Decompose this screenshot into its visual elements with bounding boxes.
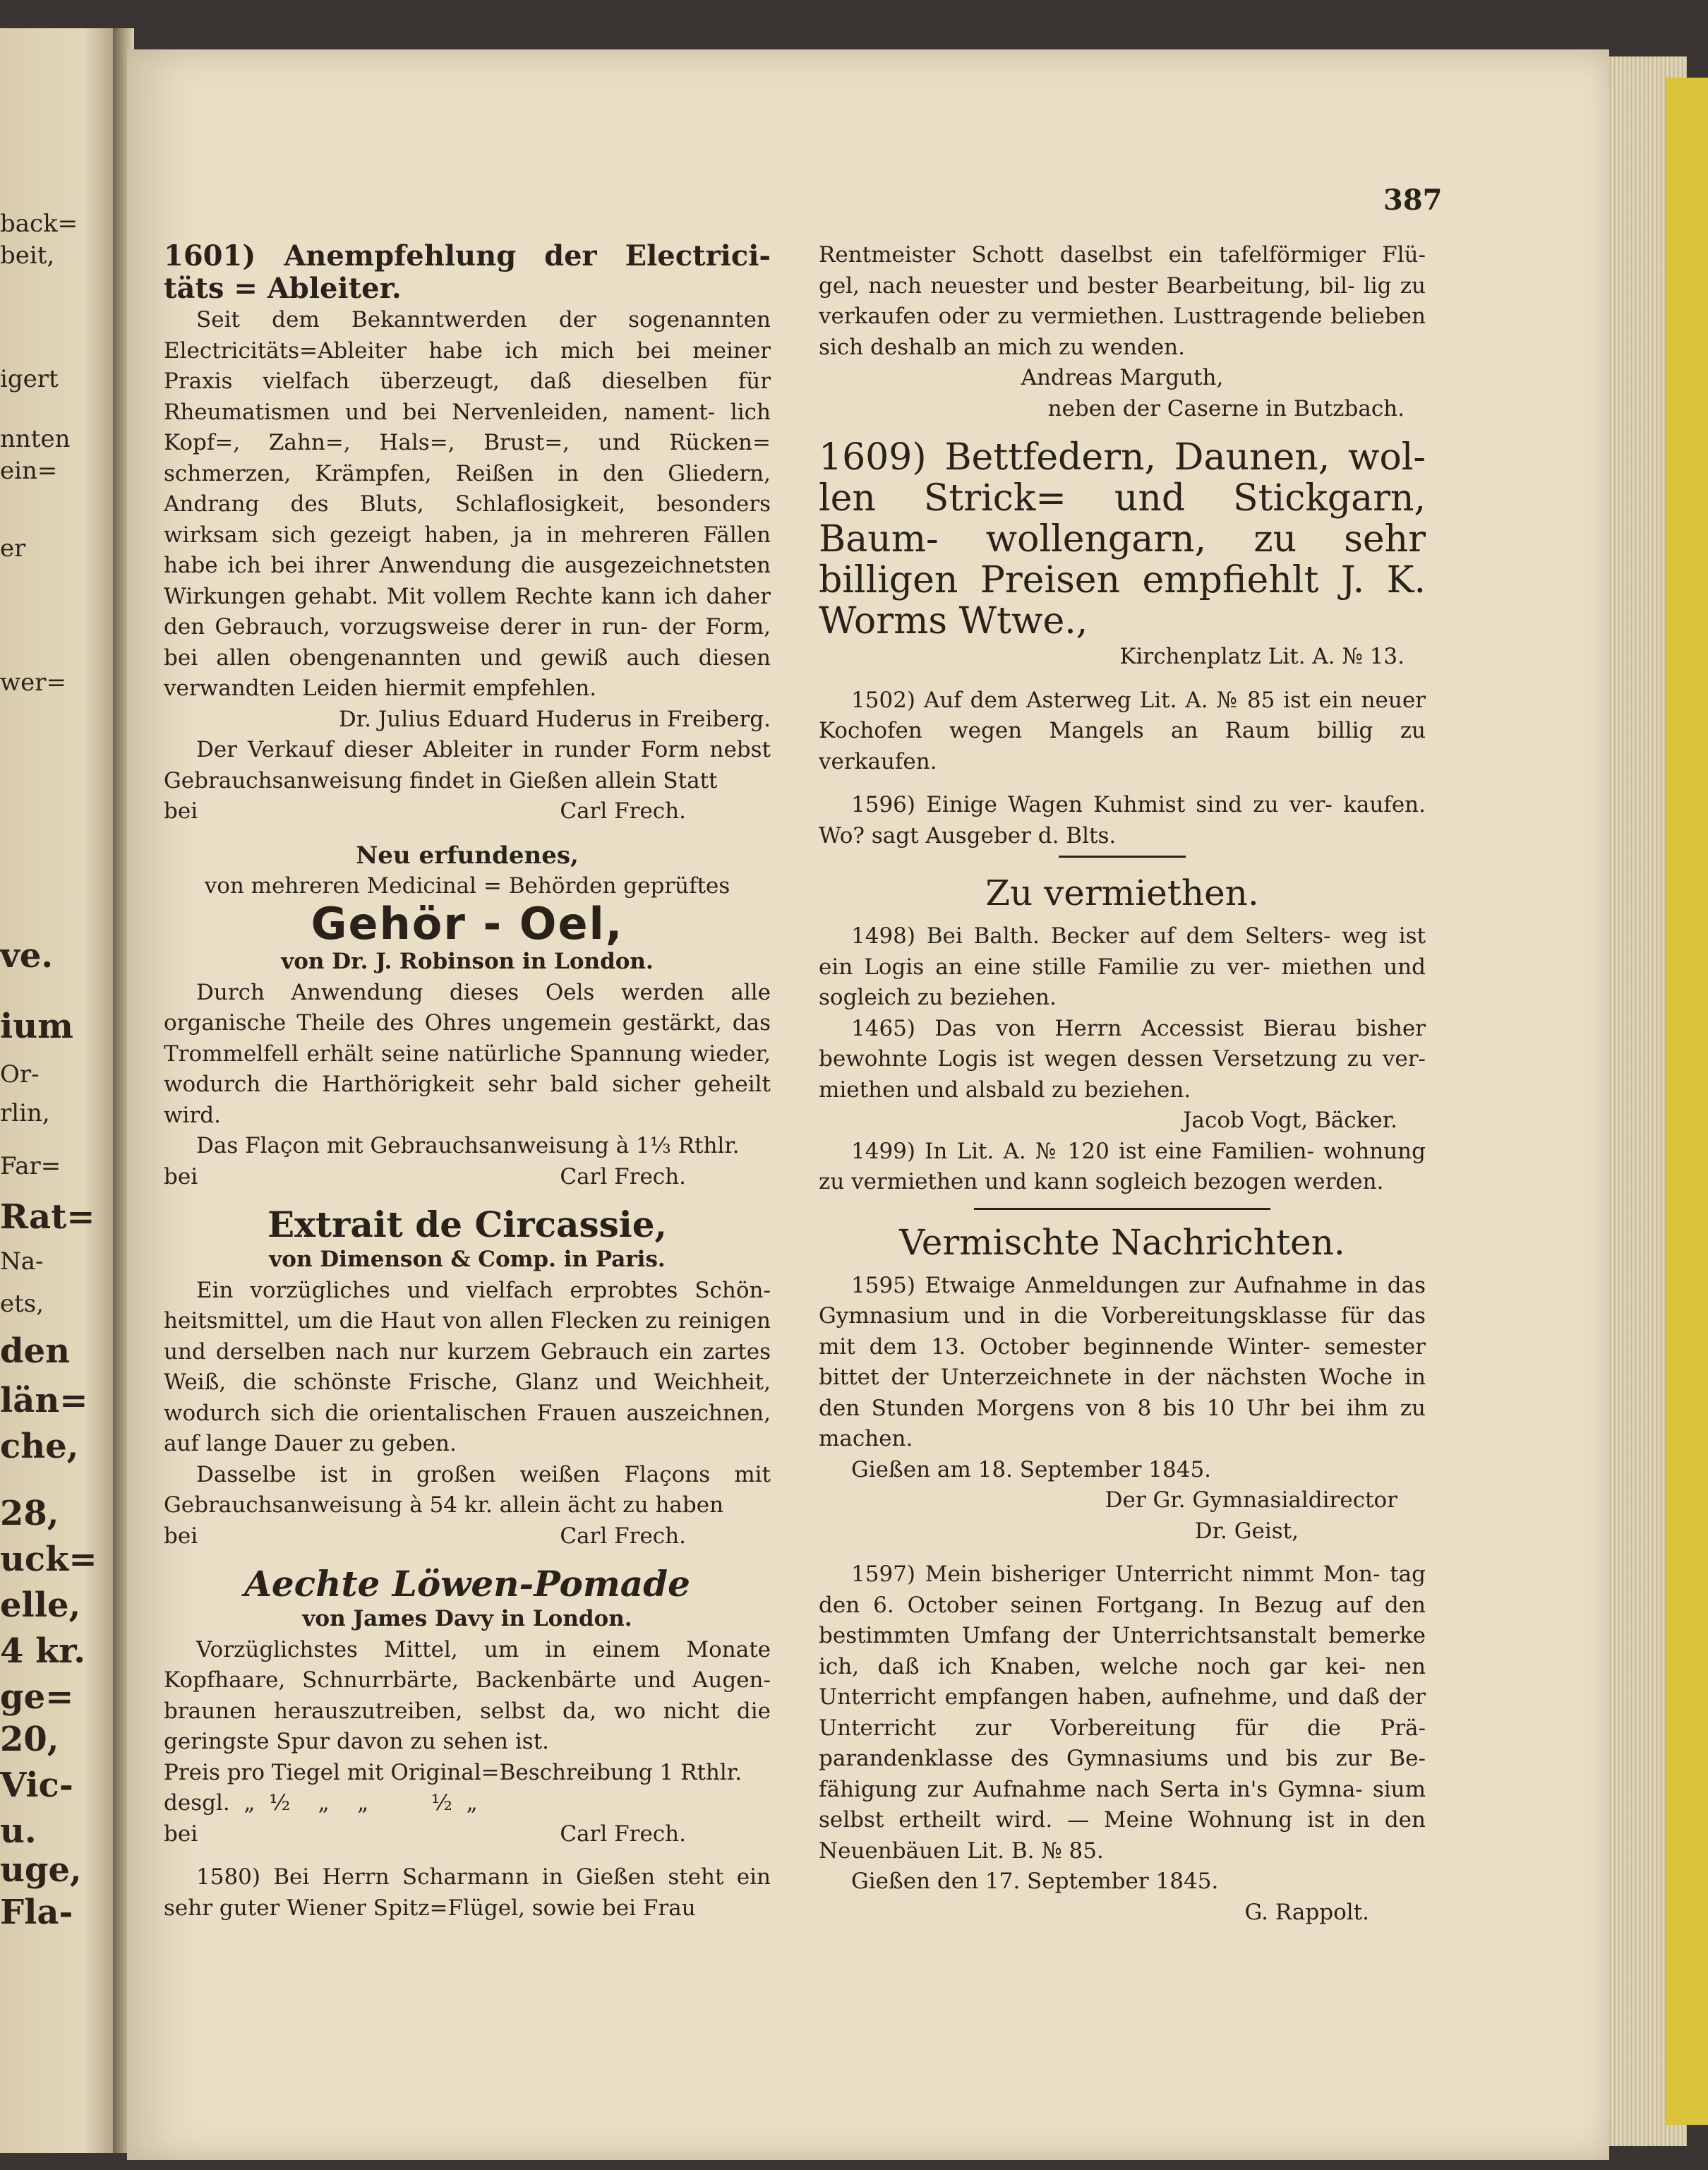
ad-title: Extrait de Circassie, xyxy=(267,1204,667,1245)
left-page-text-fragment: uck= xyxy=(0,1540,97,1579)
ad-title: Gehör - Oel, xyxy=(311,898,624,949)
seller-name: Carl Frech. xyxy=(560,798,686,824)
ad-date: Gießen den 17. September 1845. xyxy=(851,1869,1219,1894)
left-page-text-fragment: beit, xyxy=(0,241,55,270)
seller-line xyxy=(164,1819,771,1850)
left-column xyxy=(164,240,771,1924)
ad-price: Preis pro Tiegel mit Original=Beschreibung 1 Rthlr. xyxy=(164,1759,742,1785)
ad-1580-continued xyxy=(819,240,1426,424)
ad-body: 1580) Bei Herrn Scharmann in Gießen steht ein sehr guter Wiener Spitz=Flügel, sowie bei Frau xyxy=(164,1864,771,1921)
left-page-text-fragment: wer= xyxy=(0,669,66,697)
page-number: 387 xyxy=(1383,184,1443,217)
ad-origin: von Dimenson & Comp. in Paris. xyxy=(269,1247,666,1272)
bei-label: bei xyxy=(164,1523,198,1549)
ad-extrait xyxy=(164,1205,771,1552)
ad-price-alt: desgl. „ ½ „ „ ½ „ xyxy=(164,1790,478,1816)
ad-origin: von Dr. J. Robinson in London. xyxy=(281,949,654,974)
left-page-text-fragment: Vic- xyxy=(0,1766,73,1805)
ad-body: Vorzüglichstes Mittel, um in einem Monate Kopfhaare, Schnurrbärte, Backenbärte und Augen- braunen herauszutreiben, selbst da, wo nicht die geringste Spur davon zu sehen ist. xyxy=(164,1636,771,1754)
ad-subtitle: von mehreren Medicinal = Behörden geprüftes xyxy=(204,873,730,899)
left-page-text-fragment: che, xyxy=(0,1427,79,1466)
ad-1595 xyxy=(819,1271,1426,1547)
left-page-text-fragment: län= xyxy=(0,1381,88,1420)
ad-1597 xyxy=(819,1559,1426,1928)
left-page-text-fragment: back= xyxy=(0,210,78,238)
ad-body: Durch Anwendung dieses Oels werden alle organische Theile des Ohres ungemein gestärkt, das Trommelfell erhält seine natürliche Spannung wieder, wodurch die Harthörigkeit sehr bald sicher geheilt wird. xyxy=(164,979,771,1128)
left-page-text-fragment: ve. xyxy=(0,936,54,976)
bei-label: bei xyxy=(164,798,198,824)
ad-price: Dasselbe ist in großen weißen Flaçons mit Gebrauchsanweisung à 54 kr. allein ächt zu haben xyxy=(164,1461,771,1518)
left-page-text-fragment: elle, xyxy=(0,1585,81,1625)
ad-address: neben der Caserne in Butzbach. xyxy=(1047,395,1405,421)
left-page-text-fragment: er xyxy=(0,534,26,563)
ad-pomade xyxy=(164,1564,771,1850)
left-page-text-fragment: Far= xyxy=(0,1152,61,1180)
ad-origin: von James Davy in London. xyxy=(302,1606,632,1631)
ad-1499: 1499) In Lit. A. № 120 ist eine Familien- wohnung zu vermiethen und kann sogleich bezogen werden. xyxy=(819,1138,1426,1194)
seller-line xyxy=(164,796,771,827)
bei-label: bei xyxy=(164,1821,198,1847)
ad-signature-line2: Dr. Geist, xyxy=(1194,1518,1299,1544)
yellow-edge xyxy=(1666,78,1708,2125)
left-page-text-fragment: den xyxy=(0,1331,70,1371)
ad-signature: Jacob Vogt, Bäcker. xyxy=(1183,1108,1397,1133)
seller-name: Carl Frech. xyxy=(560,1821,686,1847)
left-page-text-fragment: u. xyxy=(0,1811,37,1851)
ad-kicker: Neu erfundenes, xyxy=(356,841,579,870)
ad-body: 1609) Bettfedern, Daunen, wol- len Strick= und Stickgarn, Baum- wollengarn, zu sehr billigen Preisen empfiehlt J. K. Worms Wtwe., xyxy=(819,436,1426,642)
ad-title: 1601) Anempfehlung der Electrici- täts = Ableiter. xyxy=(164,239,771,305)
ad-body: Ein vorzügliches und vielfach erprobtes Schön- heitsmittel, um die Haut von allen Flecken zu reinigen und derselben nach nur kurzem Gebrauch ein zartes Weiß, die schönste Frische, Glanz und Weichheit, wodurch sich die orientalischen Frauen auszeichnen, auf lange Dauer zu geben. xyxy=(164,1277,771,1456)
section-rule xyxy=(974,1208,1270,1210)
left-page-text-fragment: nnten xyxy=(0,425,71,453)
ad-price: Das Flaçon mit Gebrauchsanweisung à 1⅓ Rthlr. xyxy=(196,1133,740,1158)
left-page-text-fragment: Rat= xyxy=(0,1197,95,1237)
left-page-text-fragment: ium xyxy=(0,1007,73,1046)
section-heading-rent: Zu vermiethen. xyxy=(985,873,1259,913)
ad-date: Gießen am 18. September 1845. xyxy=(851,1456,1212,1482)
ad-signature: Andreas Marguth, xyxy=(1021,365,1224,390)
ad-signature-line1: Der Gr. Gymnasialdirector xyxy=(1105,1487,1397,1513)
seller-name: Carl Frech. xyxy=(560,1523,686,1549)
ad-1596: 1596) Einige Wagen Kuhmist sind zu ver- kaufen. Wo? sagt Ausgeber d. Blts. xyxy=(819,792,1426,849)
left-page-text-fragment: ge= xyxy=(0,1677,74,1717)
left-page-text-fragment: uge, xyxy=(0,1850,82,1890)
left-page-fragment xyxy=(0,28,120,2153)
left-page-text-fragment: Na- xyxy=(0,1247,44,1276)
section-heading-misc: Vermischte Nachrichten. xyxy=(899,1221,1345,1263)
ad-body: Seit dem Bekanntwerden der sogenannten Electricitäts=Ableiter habe ich mich bei meiner Praxis vielfach überzeugt, daß dieselben für Rheumatismen und bei Nervenleiden, nament- lich Kopf=, Zahn=, Hals=, Brust=, und Rücken= schmerzen, Krämpfen, Reißen in den Gliedern, Andrang des Bluts, Schlaflosigkeit, besonders wirksam sich gezeigt haben, ja in mehreren Fällen habe ich bei ihrer Anwendung die ausgezeichnetsten Wirkungen gehabt. Mit vollem Rechte kann ich daher den Gebrauch, vorzugsweise derer in run- der Form, bei allen obengenannten und gewiß auch diesen verwandten Leiden hiermit empfehlen. xyxy=(164,307,771,701)
left-page-text-fragment: rlin, xyxy=(0,1099,50,1127)
ad-1580 xyxy=(164,1862,771,1924)
ad-1609 xyxy=(819,437,1426,673)
ad-note: Der Verkauf dieser Ableiter in runder Form nebst Gebrauchsanweisung findet in Gießen allein Statt xyxy=(164,737,771,793)
left-page-text-fragment: 28, xyxy=(0,1494,59,1533)
left-page-text-fragment: ets, xyxy=(0,1290,44,1318)
ad-title: Aechte Löwen-Pomade xyxy=(244,1563,690,1605)
ad-body: Rentmeister Schott daselbst ein tafelförmiger Flü- gel, nach neuester und bester Bearbeitung, bil- lig zu verkaufen oder zu vermiethen. Lusttragende belieben sich deshalb an mich zu wenden. xyxy=(819,242,1426,360)
ad-1465: 1465) Das von Herrn Accessist Bierau bisher bewohnte Logis ist wegen dessen Versetzung zu ver- miethen und alsbald zu beziehen. xyxy=(819,1015,1426,1103)
seller-name: Carl Frech. xyxy=(560,1163,686,1189)
ad-gehoer-oel xyxy=(164,840,771,1193)
ad-body: 1595) Etwaige Anmeldungen zur Aufnahme in das Gymnasium und in die Vorbereitungsklasse für das mit dem 13. October beginnende Winter- semester bittet der Unterzeichnete in der nächsten Woche in den Stunden Morgens von 8 bis 10 Uhr bei ihm zu machen. xyxy=(819,1272,1426,1451)
ad-address: Kirchenplatz Lit. A. № 13. xyxy=(1119,644,1405,669)
left-page-text-fragment: 20, xyxy=(0,1720,59,1759)
section-rule xyxy=(1059,856,1186,858)
left-page-text-fragment: 4 kr. xyxy=(0,1631,85,1671)
ad-body: 1597) Mein bisheriger Unterricht nimmt Mon- tag den 6. October seinen Fortgang. In Bezug auf den bestimmten Umfang der Unterrichtsanstalt bemerke ich, daß ich Knaben, welche noch gar kei- nen Unterricht empfangen haben, aufnehme, und daß der Unterricht zur Vorbereitung für die Prä- parandenklasse des Gymnasiums und bis zur Be- fähigung zur Aufnahme nach Serta in's Gymna- sium selbst ertheilt wird. — Meine Wohnung ist in den Neuenbäuen Lit. B. № 85. xyxy=(819,1561,1426,1864)
ad-signature: G. Rappolt. xyxy=(1244,1899,1369,1925)
right-column xyxy=(819,240,1426,1928)
ad-1498: 1498) Bei Balth. Becker auf dem Selters- weg ist ein Logis an eine stille Familie zu ver- miethen und sogleich zu beziehen. xyxy=(819,923,1426,1010)
left-page-text-fragment: Or- xyxy=(0,1060,40,1089)
left-page-text-fragment: igert xyxy=(0,365,59,393)
ad-signature: Dr. Julius Eduard Huderus in Freiberg. xyxy=(338,706,771,732)
bei-label: bei xyxy=(164,1163,198,1189)
ad-1502: 1502) Auf dem Asterweg Lit. A. № 85 ist ein neuer Kochofen wegen Mangels an Raum billig zu verkaufen. xyxy=(819,687,1426,774)
seller-line xyxy=(164,1521,771,1552)
left-page-text-fragment: ein= xyxy=(0,457,58,485)
left-page-text-fragment: Fla- xyxy=(0,1893,73,1932)
seller-line xyxy=(164,1162,771,1193)
ad-1601 xyxy=(164,240,771,827)
